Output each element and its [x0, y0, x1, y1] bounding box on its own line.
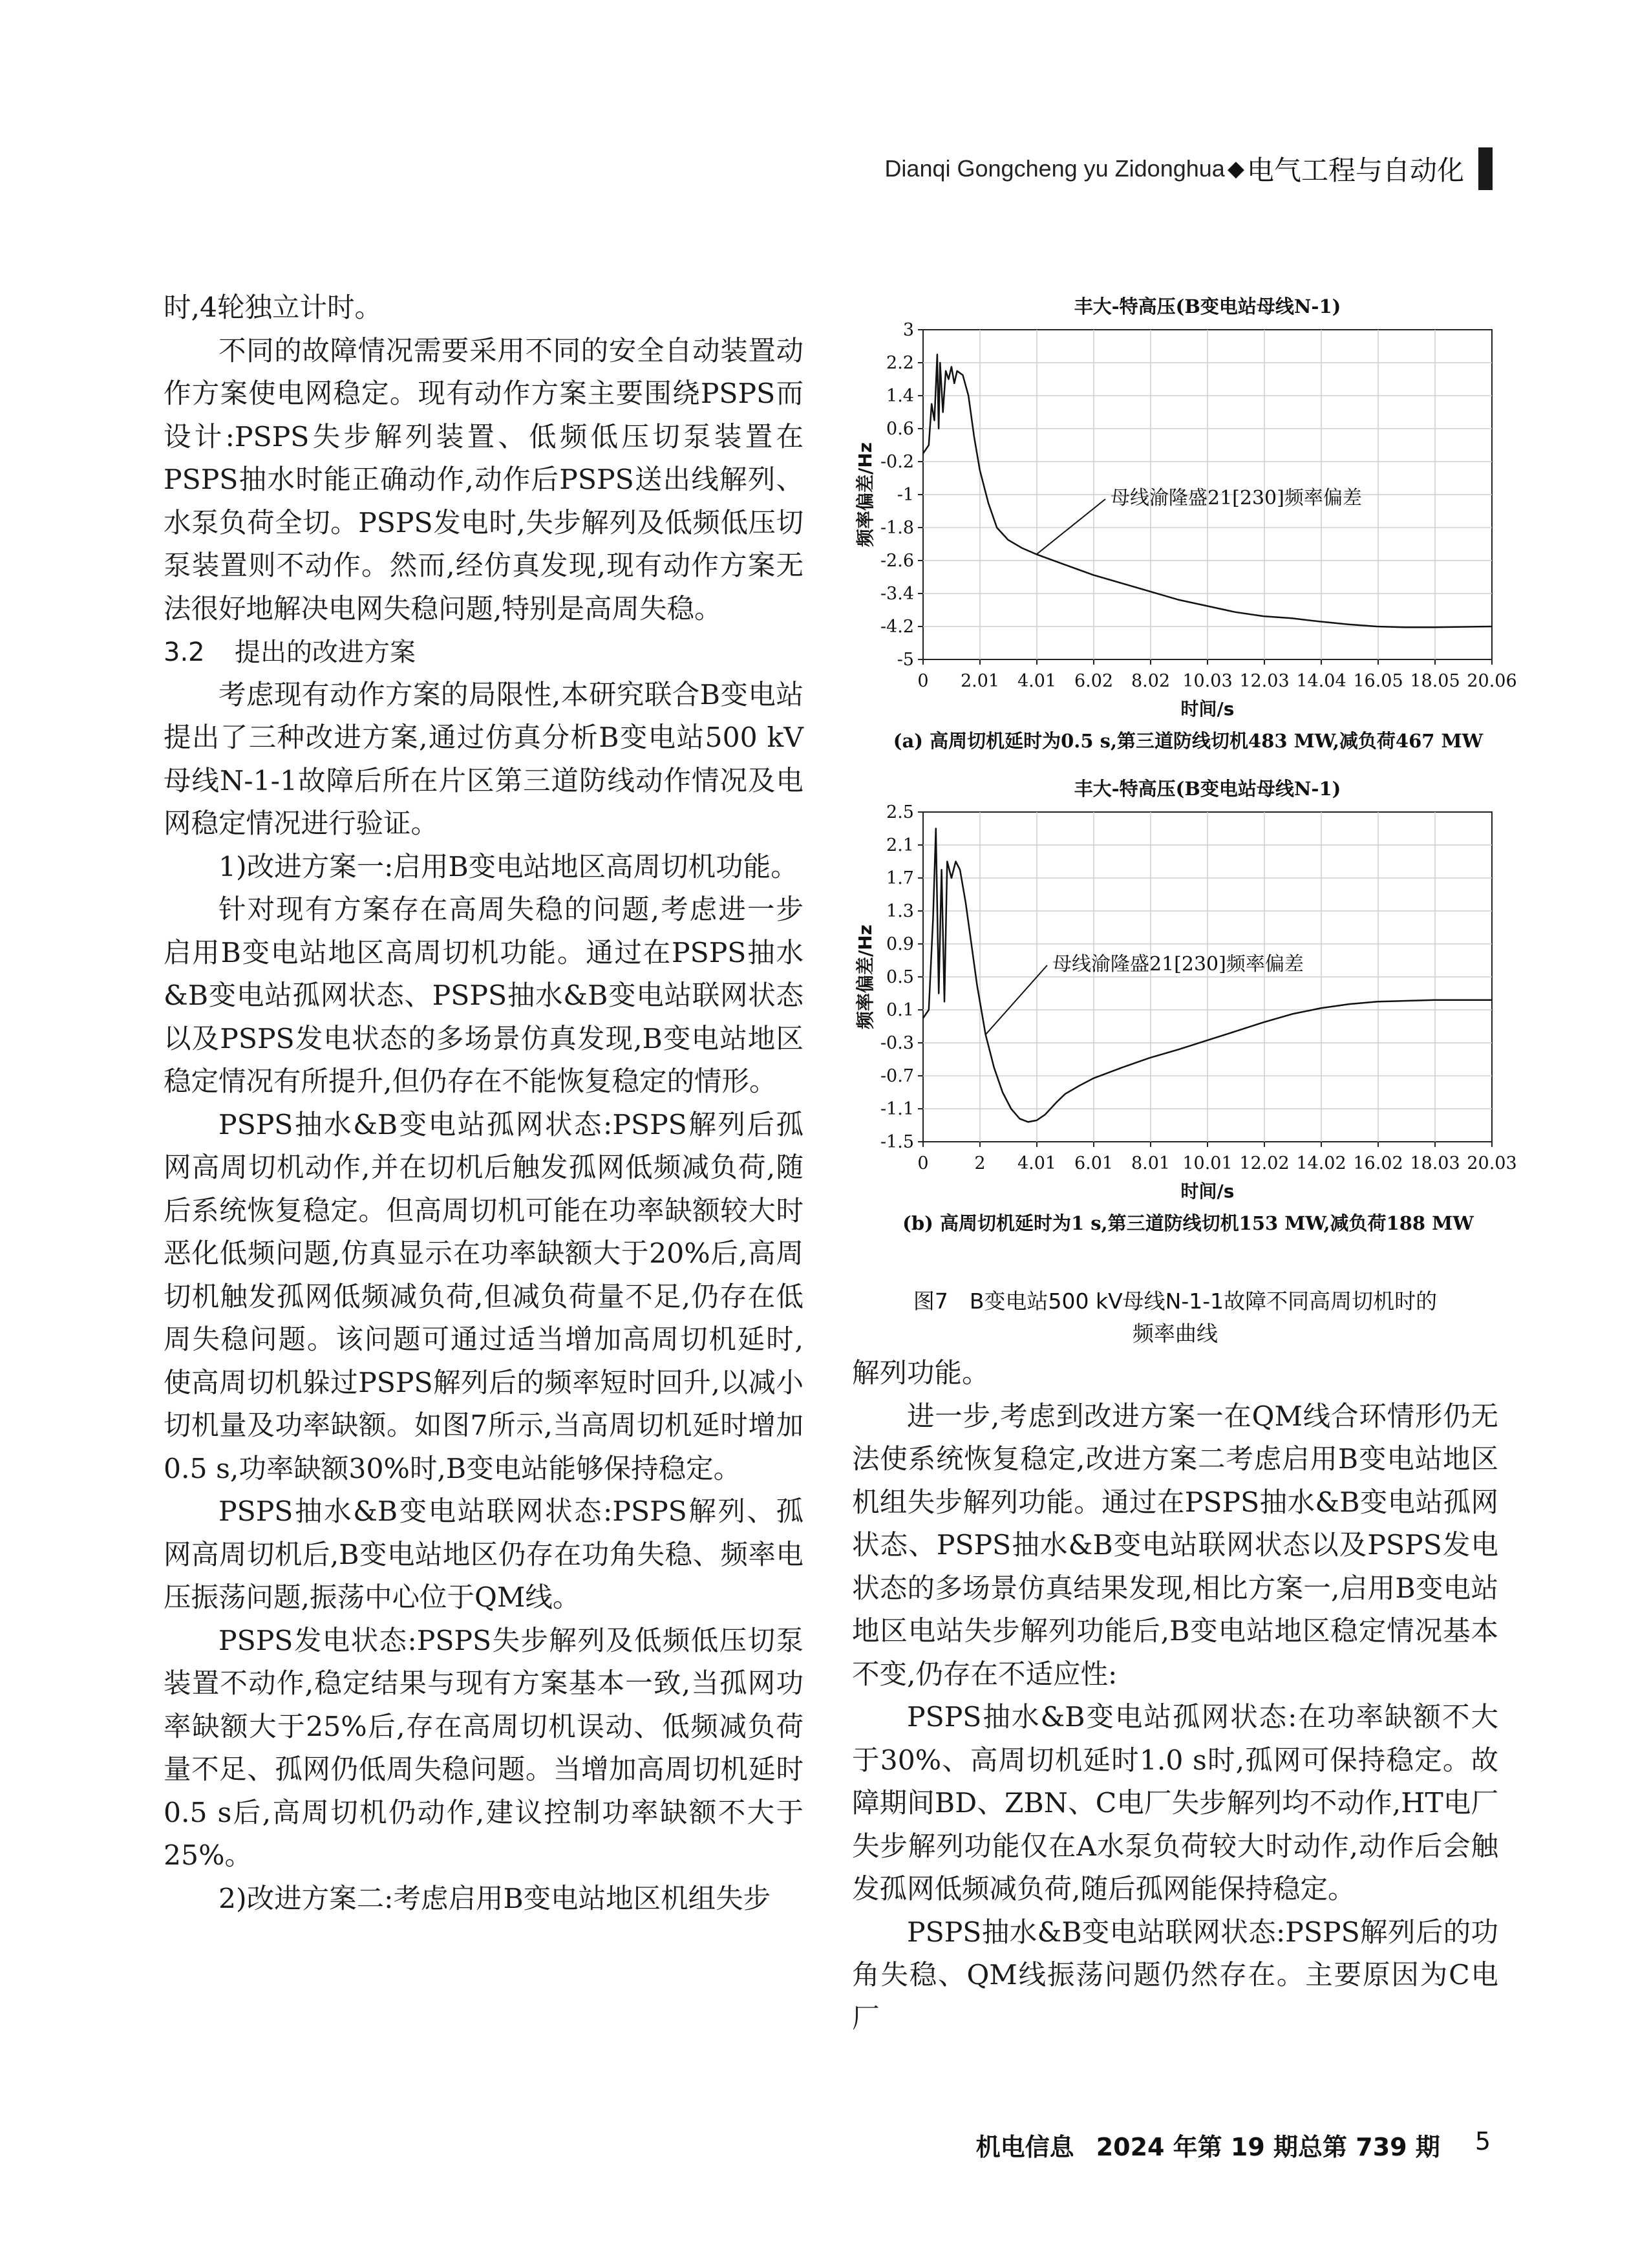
y-tick-label: 1.4	[886, 386, 914, 406]
y-tick-label: -0.2	[880, 452, 914, 472]
x-tick-label: 10.03	[1182, 671, 1233, 691]
x-tick-label: 14.04	[1296, 671, 1346, 691]
figure-caption-line1: 图7 B变电站500 kV母线N-1-1故障不同高周切机时的	[913, 1289, 1438, 1314]
y-tick-label: -0.3	[880, 1033, 914, 1053]
y-tick-label: -4.2	[880, 617, 914, 637]
paragraph: 1)改进方案一:启用B变电站地区高周切机功能。	[218, 851, 798, 883]
y-tick-label: 2.5	[886, 802, 914, 822]
chart-title: 丰大-特高压(B变电站母线N-1)	[1074, 778, 1341, 800]
section-heading	[164, 631, 803, 674]
x-tick-label: 6.02	[1074, 671, 1114, 691]
y-tick-label: -1.8	[880, 518, 914, 538]
x-tick-label: 14.02	[1296, 1153, 1346, 1173]
x-tick-label: 20.03	[1467, 1153, 1517, 1173]
y-axis-label: 频率偏差/Hz	[855, 442, 876, 547]
y-tick-label: -1.5	[880, 1132, 914, 1152]
paragraph: PSPS抽水&B变电站孤网状态:在功率缺额不大于30%、高周切机延时1.0 s时,孤网可保持稳定。故障期间BD、ZBN、C电厂失步解列均不动作,HT电厂失步解列功能仅在A水泵负荷较大时动作,动作后会触发孤网低频减负荷,随后孤网能保持稳定。	[852, 1702, 1498, 1905]
x-tick-label: 4.01	[1017, 1153, 1057, 1173]
diamond-icon: ◆	[1227, 156, 1244, 181]
paragraph: 2)改进方案二:考虑启用B变电站地区机组失步	[218, 1883, 771, 1915]
x-tick-label: 18.05	[1410, 671, 1460, 691]
y-tick-label: -3.4	[880, 584, 914, 604]
x-tick-label: 2.01	[960, 671, 1000, 691]
x-tick-label: 4.01	[1017, 671, 1057, 691]
x-tick-label: 20.06	[1467, 671, 1517, 691]
y-tick-label: -1.1	[880, 1099, 914, 1119]
x-axis-label: 时间/s	[1180, 1181, 1235, 1202]
x-tick-label: 16.02	[1353, 1153, 1403, 1173]
paragraph: 考虑现有动作方案的局限性,本研究联合B变电站提出了三种改进方案,通过仿真分析B变电站500 kV母线N-1-1故障后所在片区第三道防线动作情况及电网稳定情况进行验证。	[164, 679, 803, 840]
figure-caption	[852, 1285, 1498, 1350]
x-tick-label: 6.01	[1074, 1153, 1114, 1173]
figure-7	[852, 284, 1524, 1245]
y-tick-label: 0.1	[886, 1000, 914, 1020]
section-number: 3.2	[164, 637, 205, 667]
figure-caption-line2: 频率曲线	[1133, 1321, 1218, 1346]
x-axis-label: 时间/s	[1180, 698, 1235, 720]
y-tick-label: 1.3	[886, 901, 914, 921]
y-tick-label: 2.1	[886, 835, 914, 855]
paragraph: 进一步,考虑到改进方案一在QM线合环情形仍无法使系统恢复稳定,改进方案二考虑启用B变电站地区机组失步解列功能。通过在PSPS抽水&B变电站孤网状态、PSPS抽水&B变电站联网状态以及PSPS发电状态的多场景仿真结果发现,相比方案一,启用B变电站地区电站失步解列功能后,B变电站地区稳定情况基本不变,仍存在不适应性:	[852, 1400, 1498, 1691]
chart-b	[852, 767, 1524, 1245]
chart-subcaption: (b) 高周切机延时为1 s,第三道防线切机153 MW,减负荷188 MW	[902, 1212, 1474, 1234]
chart-a	[852, 284, 1524, 763]
y-tick-label: 3	[902, 320, 914, 340]
header-bar	[1478, 147, 1493, 190]
right-column	[852, 1353, 1498, 2040]
paragraph: 时,4轮独立计时。	[164, 292, 383, 324]
paragraph: PSPS抽水&B变电站孤网状态:PSPS解列后孤网高周切机动作,并在切机后触发孤网低频减负荷,随后系统恢复稳定。但高周切机可能在功率缺额较大时恶化低频问题,仿真显示在功率缺额大于20%后,高周切机触发孤网低频减负荷,但减负荷量不足,仍存在低周失稳问题。该问题可通过适当增加高周切机延时,使高周切机躲过PSPS解列后的频率短时回升,以减小切机量及功率缺额。如图7所示,当高周切机延时增加0.5 s,功率缺额30%时,B变电站能够保持稳定。	[164, 1109, 803, 1485]
x-tick-label: 0	[917, 1153, 929, 1173]
paragraph: PSPS抽水&B变电站联网状态:PSPS解列后的功角失稳、QM线振荡问题仍然存在。主要原因为C电厂	[852, 1916, 1498, 2035]
y-tick-label: 0.6	[886, 419, 914, 439]
paragraph: PSPS发电状态:PSPS失步解列及低频低压切泵装置不动作,稳定结果与现有方案基本一致,当孤网功率缺额大于25%后,存在高周切机误动、低频减负荷量不足、孤网仍低周失稳问题。当增加高周切机延时0.5 s后,高周切机仍动作,建议控制功率缺额不大于25%。	[164, 1625, 803, 1872]
journal-name-en: Dianqi Gongcheng yu Zidonghua	[884, 155, 1225, 182]
y-axis-label: 频率偏差/Hz	[855, 925, 876, 1029]
section-title: 提出的改进方案	[235, 637, 416, 667]
page-footer	[976, 2127, 1491, 2163]
footer-journal: 机电信息	[975, 2133, 1074, 2161]
x-tick-label: 16.05	[1353, 671, 1403, 691]
y-tick-label: -0.7	[880, 1066, 914, 1086]
chart-title: 丰大-特高压(B变电站母线N-1)	[1074, 295, 1341, 317]
footer-issue: 2024 年第 19 期总第 739 期	[1096, 2133, 1440, 2161]
y-tick-label: -5	[897, 650, 914, 670]
x-tick-label: 10.01	[1182, 1153, 1233, 1173]
y-tick-label: 0.5	[886, 967, 914, 987]
running-header	[884, 147, 1493, 190]
left-column	[164, 287, 803, 1921]
x-tick-label: 18.03	[1410, 1153, 1460, 1173]
series-annotation: 母线渝隆盛21[230]频率偏差	[1111, 487, 1362, 509]
paragraph: 解列功能。	[852, 1358, 990, 1389]
series-annotation: 母线渝隆盛21[230]频率偏差	[1052, 953, 1304, 976]
x-tick-label: 12.02	[1239, 1153, 1290, 1173]
y-tick-label: 0.9	[886, 934, 914, 954]
journal-name-cn: 电气工程与自动化	[1246, 155, 1464, 186]
x-tick-label: 0	[917, 671, 929, 691]
x-tick-label: 8.01	[1131, 1153, 1171, 1173]
y-tick-label: 1.7	[886, 868, 914, 888]
page-number: 5	[1474, 2127, 1491, 2156]
y-tick-label: 2.2	[886, 353, 914, 373]
y-tick-label: -2.6	[880, 551, 914, 571]
x-tick-label: 8.02	[1131, 671, 1171, 691]
paragraph: 不同的故障情况需要采用不同的安全自动装置动作方案使电网稳定。现有动作方案主要围绕PSPS而设计:PSPS失步解列装置、低频低压切泵装置在PSPS抽水时能正确动作,动作后PSPS送出线解列、水泵负荷全切。PSPS发电时,失步解列及低频低压切泵装置则不动作。然而,经仿真发现,现有动作方案无法很好地解决电网失稳问题,特别是高周失稳。	[164, 335, 803, 625]
y-tick-label: -1	[897, 485, 914, 505]
chart-subcaption: (a) 高周切机延时为0.5 s,第三道防线切机483 MW,减负荷467 MW	[893, 730, 1484, 752]
x-tick-label: 12.03	[1239, 671, 1290, 691]
paragraph: PSPS抽水&B变电站联网状态:PSPS解列、孤网高周切机后,B变电站地区仍存在功角失稳、频率电压振荡问题,振荡中心位于QM线。	[164, 1496, 803, 1614]
x-tick-label: 2	[974, 1153, 986, 1173]
paragraph: 针对现有方案存在高周失稳的问题,考虑进一步启用B变电站地区高周切机功能。通过在PSPS抽水&B变电站孤网状态、PSPS抽水&B变电站联网状态以及PSPS发电状态的多场景仿真发现,B变电站地区稳定情况有所提升,但仍存在不能恢复稳定的情形。	[164, 894, 803, 1098]
